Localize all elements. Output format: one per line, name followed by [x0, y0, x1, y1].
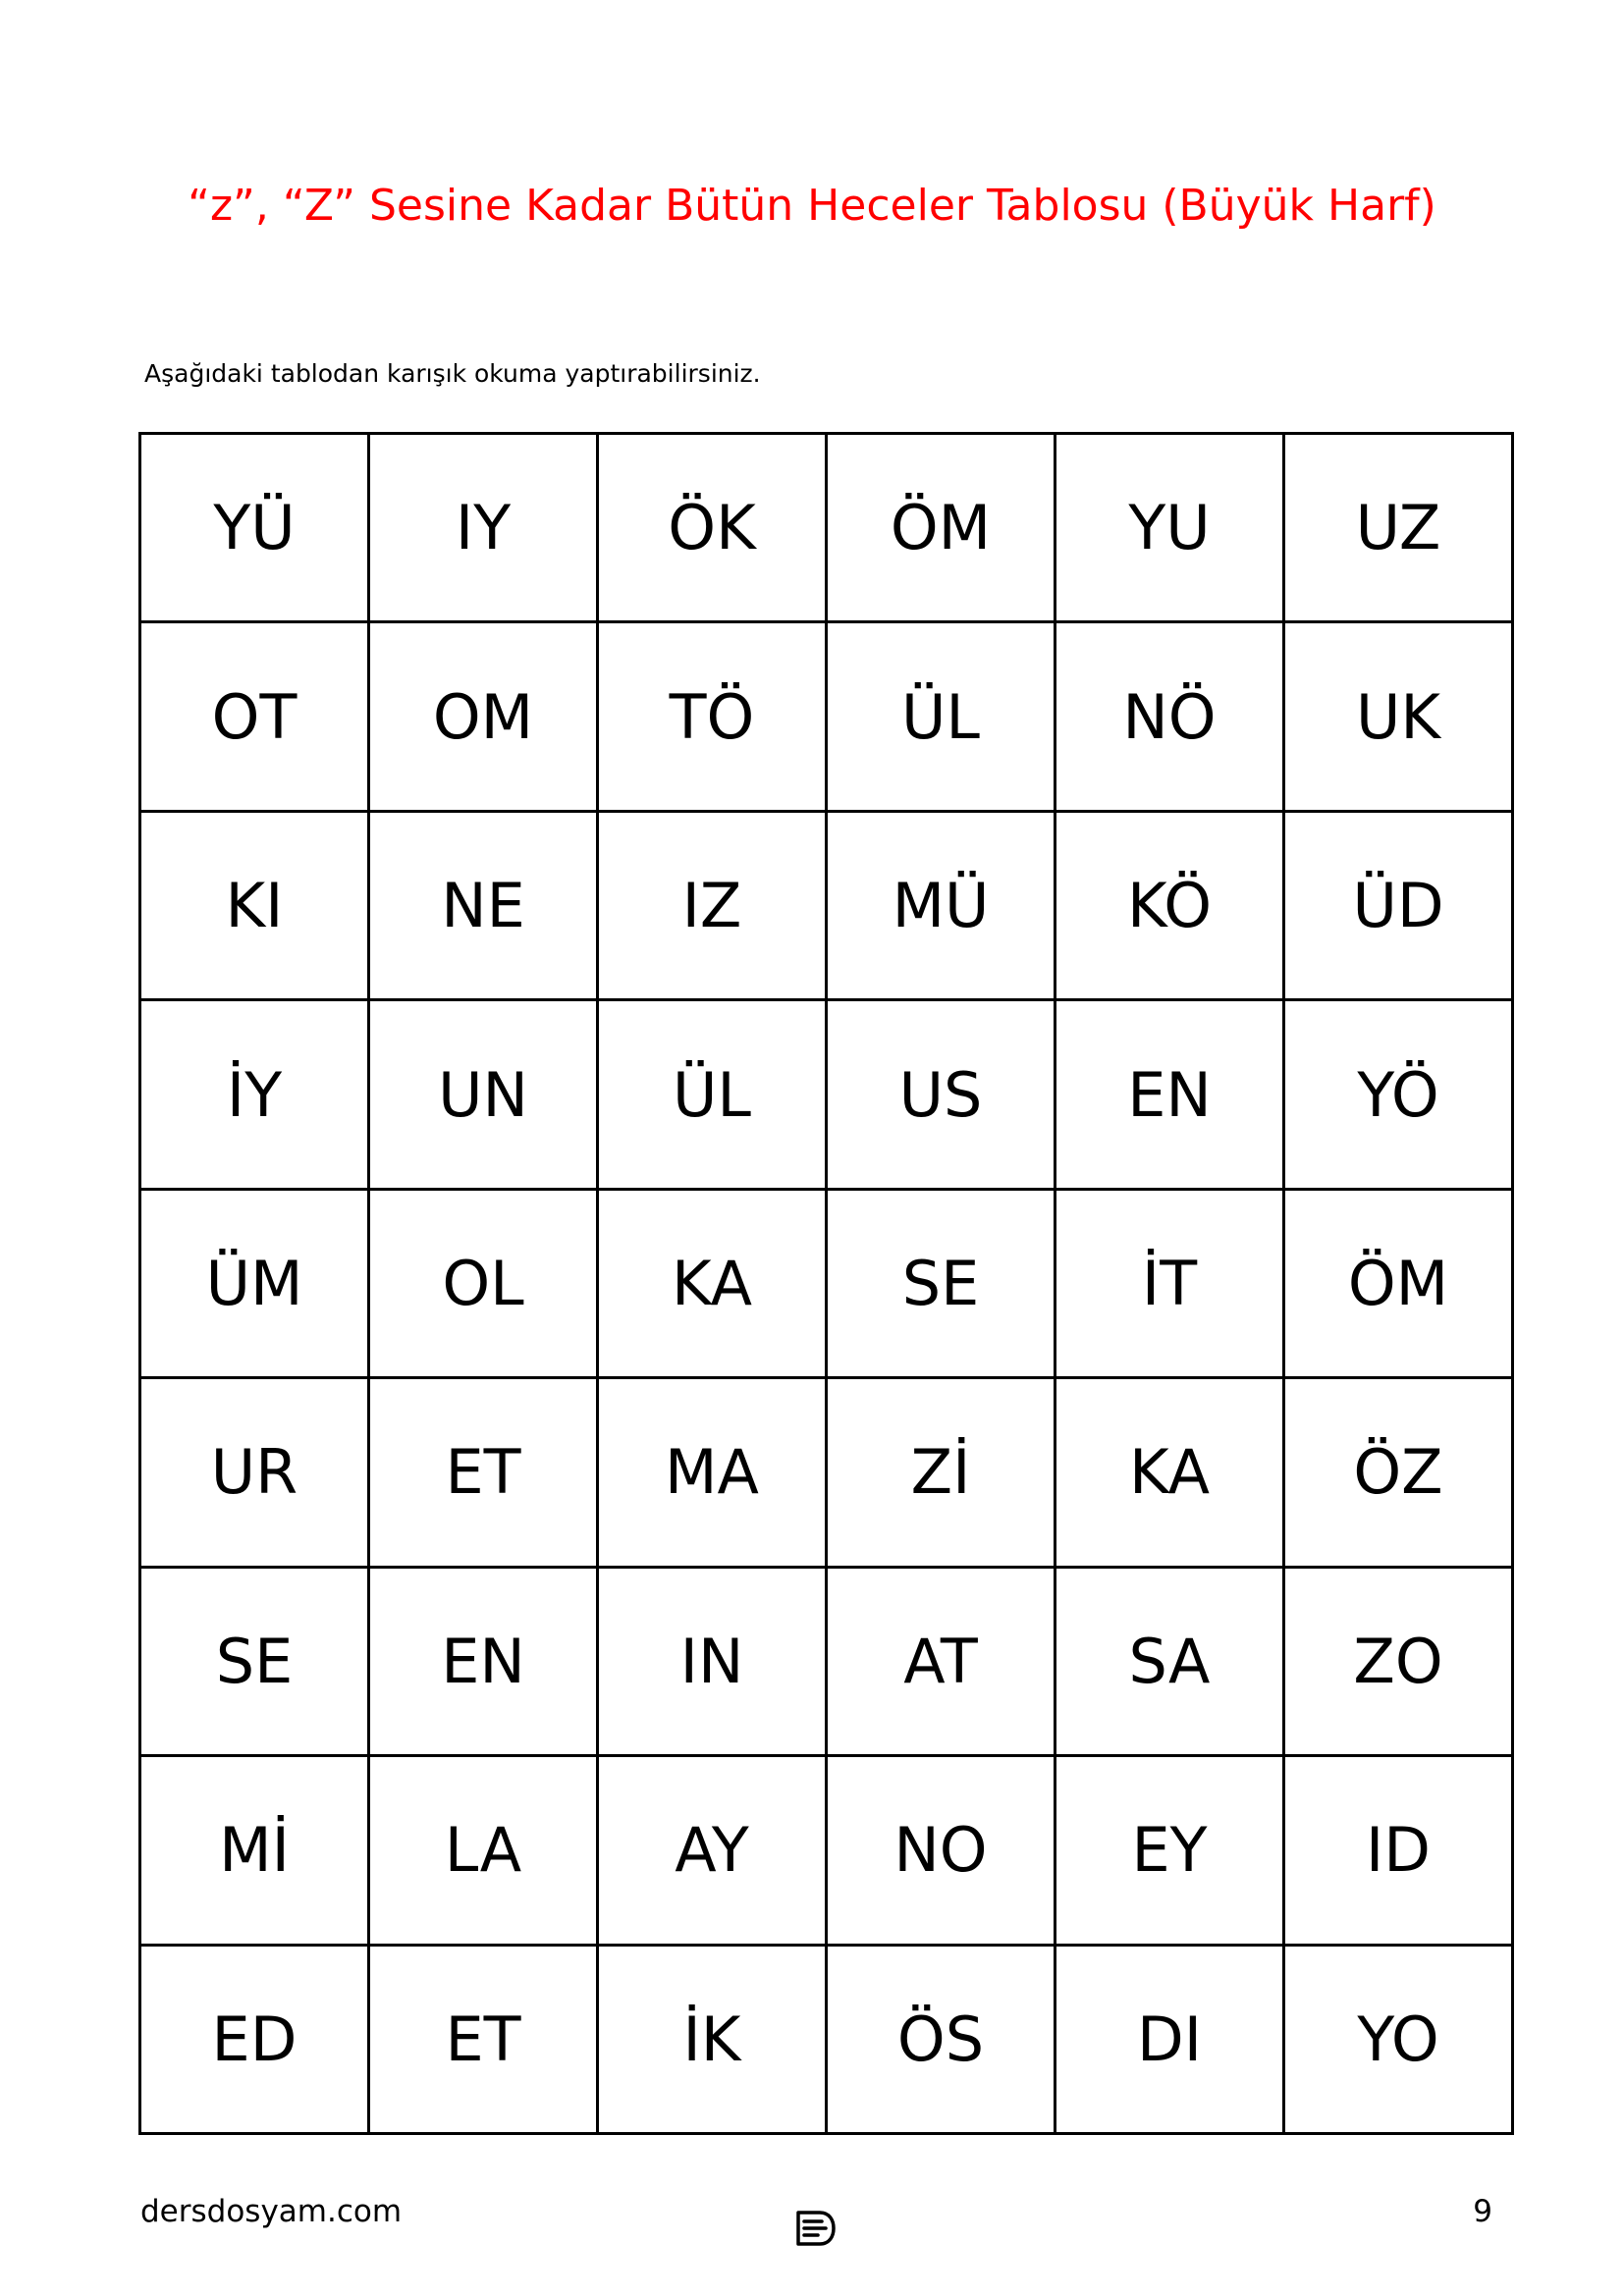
syllable-cell: İK [598, 1945, 827, 2134]
syllable-cell: İY [140, 1000, 369, 1189]
syllable-cell: Mİ [140, 1756, 369, 1945]
syllable-cell: ÜL [598, 1000, 827, 1189]
syllable-cell: KA [598, 1189, 827, 1377]
syllable-cell: UZ [1284, 434, 1513, 622]
syllable-cell: YO [1284, 1945, 1513, 2134]
syllable-cell: KA [1056, 1378, 1284, 1567]
table-row [140, 1000, 1513, 1189]
syllable-cell: NÖ [1056, 622, 1284, 811]
syllable-cell: TÖ [598, 622, 827, 811]
syllable-cell: ÖM [827, 434, 1056, 622]
syllable-cell: SE [140, 1567, 369, 1755]
table-row [140, 1378, 1513, 1567]
syllable-cell: ET [369, 1378, 598, 1567]
table-row [140, 622, 1513, 811]
syllable-cell: SE [827, 1189, 1056, 1377]
syllable-cell: LA [369, 1756, 598, 1945]
syllable-cell: İT [1056, 1189, 1284, 1377]
syllable-cell: DI [1056, 1945, 1284, 2134]
syllable-cell: ET [369, 1945, 598, 2134]
page-title: “z”, “Z” Sesine Kadar Bütün Heceler Tablosu (Büyük Harf) [188, 181, 1436, 231]
syllable-cell: OM [369, 622, 598, 811]
instruction-text: Aşağıdaki tablodan karışık okuma yaptırabilirsiniz. [144, 359, 761, 388]
syllable-cell: OT [140, 622, 369, 811]
table-row [140, 1567, 1513, 1755]
syllable-cell: UR [140, 1378, 369, 1567]
table-row [140, 434, 1513, 622]
syllable-cell: EN [1056, 1000, 1284, 1189]
syllable-cell: IY [369, 434, 598, 622]
syllable-cell: IN [598, 1567, 827, 1755]
syllable-cell: ÖM [1284, 1189, 1513, 1377]
table-row [140, 1945, 1513, 2134]
syllable-cell: MA [598, 1378, 827, 1567]
document-logo-icon [792, 2209, 838, 2248]
syllable-cell: ÖK [598, 434, 827, 622]
syllable-cell: KÖ [1056, 811, 1284, 999]
syllable-cell: AY [598, 1756, 827, 1945]
syllable-cell: SA [1056, 1567, 1284, 1755]
syllable-cell: UK [1284, 622, 1513, 811]
syllable-cell: AT [827, 1567, 1056, 1755]
syllable-cell: NO [827, 1756, 1056, 1945]
syllable-cell: EN [369, 1567, 598, 1755]
footer-site-name: dersdosyam.com [140, 2194, 403, 2229]
page-number: 9 [1473, 2194, 1492, 2229]
syllable-cell: YU [1056, 434, 1284, 622]
syllable-cell: UN [369, 1000, 598, 1189]
syllable-cell: ÜL [827, 622, 1056, 811]
syllable-cell: OL [369, 1189, 598, 1377]
syllable-cell: US [827, 1000, 1056, 1189]
table-row [140, 811, 1513, 999]
syllable-cell: KI [140, 811, 369, 999]
syllable-cell: ED [140, 1945, 369, 2134]
syllable-cell: Zİ [827, 1378, 1056, 1567]
syllable-cell: YÜ [140, 434, 369, 622]
table-row [140, 1189, 1513, 1377]
syllable-cell: EY [1056, 1756, 1284, 1945]
syllable-cell: ÜM [140, 1189, 369, 1377]
syllable-table-body [140, 434, 1513, 2134]
syllable-cell: MÜ [827, 811, 1056, 999]
syllable-cell: ÖZ [1284, 1378, 1513, 1567]
table-row [140, 1756, 1513, 1945]
syllable-table [138, 432, 1514, 2135]
syllable-cell: YÖ [1284, 1000, 1513, 1189]
syllable-cell: ID [1284, 1756, 1513, 1945]
syllable-cell: ÜD [1284, 811, 1513, 999]
syllable-cell: IZ [598, 811, 827, 999]
syllable-cell: NE [369, 811, 598, 999]
syllable-cell: ÖS [827, 1945, 1056, 2134]
syllable-cell: ZO [1284, 1567, 1513, 1755]
